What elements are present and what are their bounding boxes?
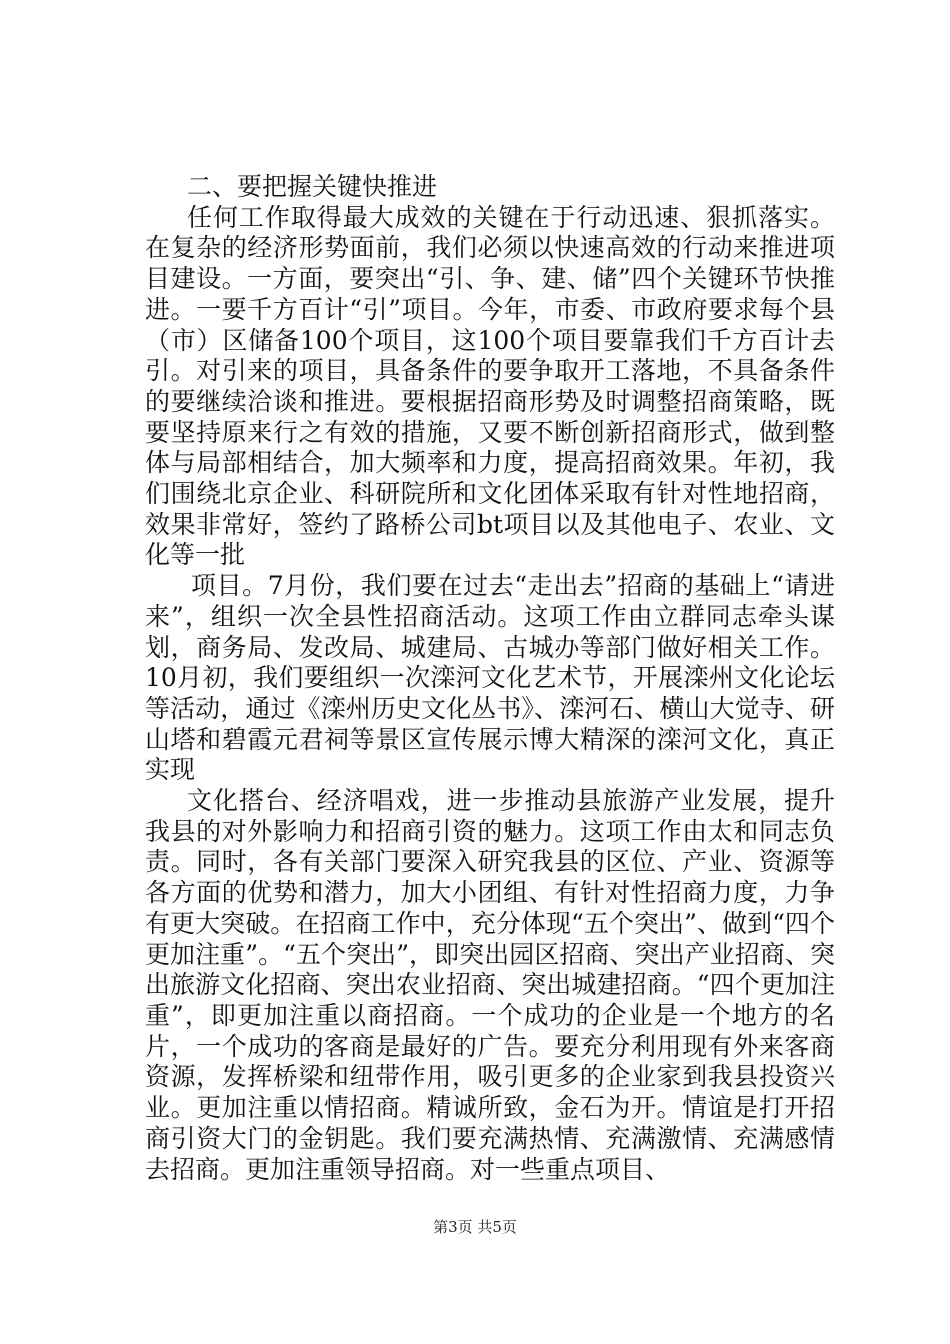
paragraph-1: 任何工作取得最大成效的关键在于行动迅速、狠抓落实。在复杂的经济形势面前，我们必须以快速高效的行动来推进项目建设。一方面，要突出“引、争、建、储”四个关键环节快推进。一要千方百计“引”项目。今年，市委、市政府要求每个县（市）区储备100个项目，这100个项目要靠我们千方百计去引。对引来的项目，具备条件的要争取开工落地，不具备条件的要继续洽谈和推进。要根据招商形势及时调整招商策略，既要坚持原来行之有效的措施，又要不断创新招商形式，做到整体与局部相结合，加大频率和力度，提高招商效果。年初，我们围绕北京企业、科研院所和文化团体采取有针对性地招商，效果非常好，签约了路桥公司bt项目以及其他电子、农业、文化等一批 bbox=[145, 202, 835, 570]
paragraph-2: 项目。7月份，我们要在过去“走出去”招商的基础上“请进来”，组织一次全县性招商活动。这项工作由立群同志牵头谋划，商务局、发改局、城建局、古城办等部门做好相关工作。10月初，我们要组织一次滦河文化艺术节，开展滦州文化论坛等活动，通过《滦州历史文化丛书》、滦河石、横山大觉寺、研山塔和碧霞元君祠等景区宣传展示博大精深的滦河文化，真正实现 bbox=[145, 571, 835, 785]
document-body bbox=[145, 172, 835, 1185]
paragraph-3: 文化搭台、经济唱戏，进一步推动县旅游产业发展，提升我县的对外影响力和招商引资的魅力。这项工作由太和同志负责。同时，各有关部门要深入研究我县的区位、产业、资源等各方面的优势和潜力，加大小团组、有针对性招商力度，力争有更大突破。在招商工作中，充分体现“五个突出”、做到“四个更加注重”。“五个突出”，即突出园区招商、突出产业招商、突出旅游文化招商、突出农业招商、突出城建招商。“四个更加注重”，即更加注重以商招商。一个成功的企业是一个地方的名片，一个成功的客商是最好的广告。要充分利用现有外来客商资源，发挥桥梁和纽带作用，吸引更多的企业家到我县投资兴业。更加注重以情招商。精诚所致，金石为开。情谊是打开招商引资大门的金钥匙。我们要充满热情、充满激情、充满感情去招商。更加注重领导招商。对一些重点项目、 bbox=[145, 786, 835, 1184]
page-number-footer: 第3页 共5页 bbox=[433, 1218, 517, 1236]
section-heading: 二、要把握关键快推进 bbox=[187, 172, 438, 201]
